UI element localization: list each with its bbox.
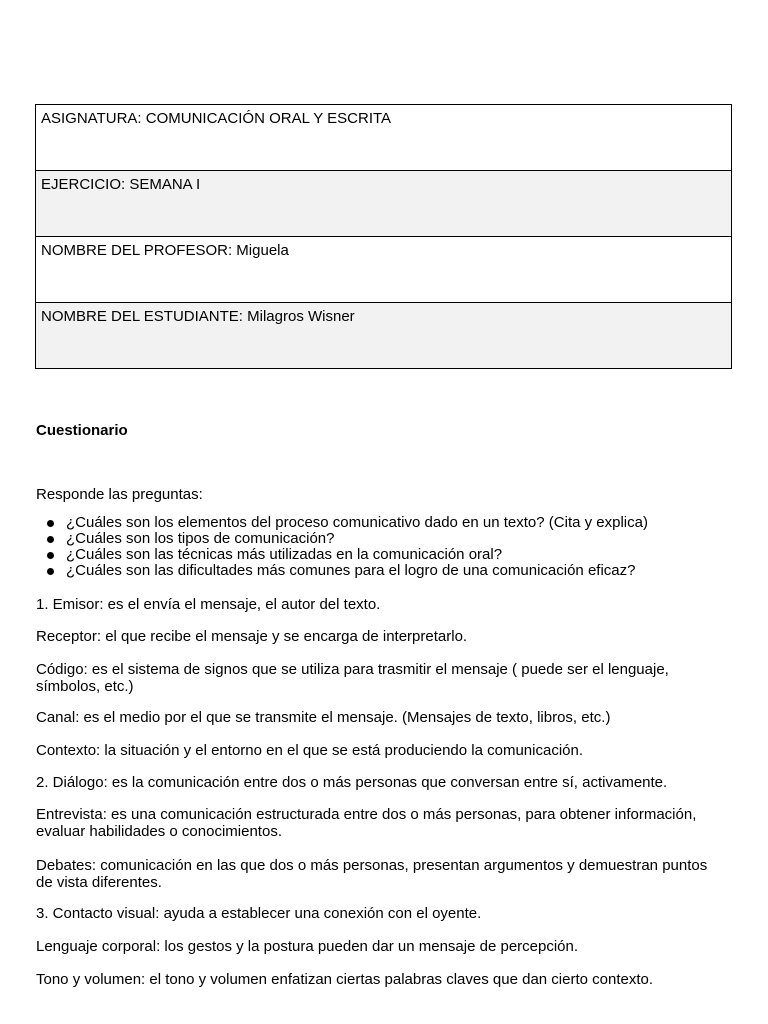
subject-cell: ASIGNATURA: COMUNICACIÓN ORAL Y ESCRITA [36, 105, 732, 171]
answer-debates-line1: Debates: comunicación en las que dos o más personas, presentan argumentos y demuestran puntos [36, 857, 708, 874]
list-item [36, 515, 648, 531]
answer-lenguaje-corporal: Lenguaje corporal: los gestos y la postura pueden dar un mensaje de percepción. [36, 938, 579, 955]
table-row [36, 105, 732, 171]
bullet-icon [47, 568, 54, 575]
bullet-icon [47, 552, 54, 559]
list-item [36, 547, 648, 563]
answer-debates-line2: de vista diferentes. [36, 874, 162, 891]
answer-entrevista-line2: evaluar habilidades o conocimientos. [36, 823, 282, 840]
exercise-cell: EJERCICIO: SEMANA I [36, 171, 732, 237]
answer-receptor: Receptor: el que recibe el mensaje y se encarga de interpretarlo. [36, 628, 468, 645]
table-row [36, 171, 732, 237]
professor-cell: NOMBRE DEL PROFESOR: Miguela [36, 237, 732, 303]
answer-emisor: 1. Emisor: es el envía el mensaje, el autor del texto. [36, 596, 381, 613]
bullet-icon [47, 520, 54, 527]
answer-dialogo: 2. Diálogo: es la comunicación entre dos o más personas que conversan entre sí, activamente. [36, 774, 668, 791]
intro-text: Responde las preguntas: [36, 486, 203, 503]
section-title: Cuestionario [36, 422, 128, 439]
answer-contexto: Contexto: la situación y el entorno en el que se está produciendo la comunicación. [36, 742, 584, 759]
list-item [36, 531, 648, 547]
answer-tono-volumen: Tono y volumen: el tono y volumen enfatizan ciertas palabras claves que dan cierto contexto. [36, 971, 654, 988]
header-info-table [35, 104, 732, 369]
question-text: ¿Cuáles son las dificultades más comunes para el logro de una comunicación eficaz? [66, 562, 636, 579]
answer-canal: Canal: es el medio por el que se transmite el mensaje. (Mensajes de texto, libros, etc.) [36, 709, 611, 726]
answer-contacto-visual: 3. Contacto visual: ayuda a establecer una conexión con el oyente. [36, 905, 482, 922]
table-row [36, 237, 732, 303]
answer-entrevista-line1: Entrevista: es una comunicación estructurada entre dos o más personas, para obtener información, [36, 806, 697, 823]
answer-codigo-line2: símbolos, etc.) [36, 678, 134, 695]
question-list [36, 515, 648, 579]
bullet-icon [47, 536, 54, 543]
table-row [36, 303, 732, 369]
question-text: ¿Cuáles son los tipos de comunicación? [66, 530, 335, 547]
list-item [36, 563, 648, 579]
question-text: ¿Cuáles son las técnicas más utilizadas en la comunicación oral? [66, 546, 503, 563]
student-cell: NOMBRE DEL ESTUDIANTE: Milagros Wisner [36, 303, 732, 369]
answer-codigo-line1: Código: es el sistema de signos que se utiliza para trasmitir el mensaje ( puede ser el lenguaje, [36, 661, 669, 678]
question-text: ¿Cuáles son los elementos del proceso comunicativo dado en un texto? (Cita y explica) [66, 514, 648, 531]
